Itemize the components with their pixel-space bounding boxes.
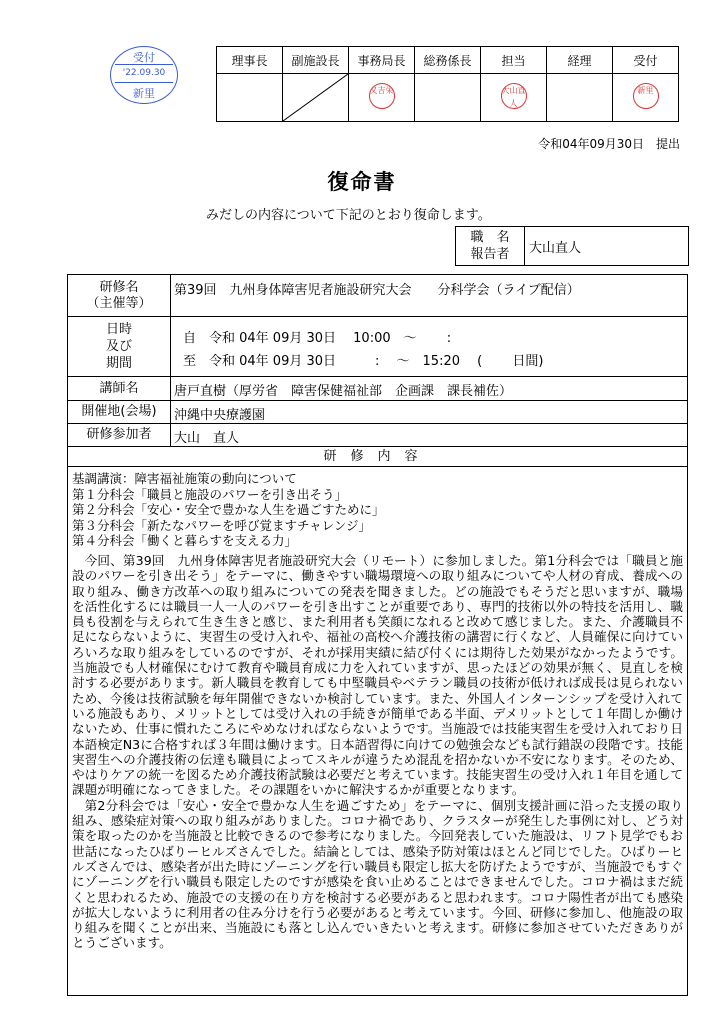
approval-cell-reception (613, 74, 679, 122)
approval-header-accounting: 経理 (547, 47, 613, 74)
stamp-label: 受付 (133, 51, 155, 64)
training-name-label: 研修名 （主催等） (68, 275, 171, 316)
reception-stamp (110, 46, 178, 104)
reporter-label-cell (456, 227, 525, 266)
approval-cell-accounting (547, 74, 613, 122)
datetime-label: 日時 及び 期間 (68, 317, 171, 376)
submitted-date: 令和04年09月30日 提出 (538, 137, 680, 151)
lecturer-row (68, 377, 687, 401)
topic-item: 第２分科会「安心・安全で豊かな人生を過ごすために」 (72, 502, 385, 517)
participant-row (68, 424, 687, 447)
strike-diagonal (283, 74, 348, 121)
approval-header-secretary-general: 事務局長 (349, 47, 415, 74)
venue-row (68, 401, 687, 424)
participant-label: 研修参加者 (68, 424, 171, 446)
reporter-label-reporter: 報告者 (470, 247, 510, 262)
topic-item: 第４分科会「働くと暮らすを支える力」 (72, 533, 298, 548)
approval-header-vice-director: 副施設長 (283, 47, 349, 74)
training-name-row (68, 275, 687, 317)
report-paragraph: 今回、第39回 九州身体障害児者施設研究大会（リモート）に参加しました。第1分科会では「職員と施設のパワーを引き出そう」をテーマに、働きやすい職場環境への取り組みについてや人材の育成、養成への取り組み、働き方改革への取り組みについての発表を聞きました。どの施設でもそうだと思いますが、職場を活性化するには職員一人一人のパワーを引き出すことが重要であり、専門的技術以外の特技を活用し、職員も役割を与えられて生き生きと感じ、また利用者も笑顔になれると改めて感じました。また、介護職員不足にならないように、実習生の受け入れや、福祉の高校へ介護技術の講習に行くなど、人員確保に向けていろいろな取り組みをしているのですが、それが採用実績に結び付くには期待した効果がなかったようです。当施設でも人材確保にむけて教育や職員育成に力を入れていますが、思ったほどの効果が無く、見直しを検討する必要があります。新人職員を教育しても中堅職員やベテラン職員の技術が低ければ成長は見られないため、今後は技術試験を毎年開催できないか検討しています。また、外国人インターンシップを受け入れている施設もあり、メリットとしては受け入れの手続きが簡単である半面、デメリットとして１年間しか働けないため、仕事に慣れたころにやめなければならないようです。当施設では技能実習生を受け入れており日本語検定N3に合格すれば３年間は働けます。日本語習得に向けての勉強会なども試行錯誤の段階です。技能実習生への介護技術の伝達も職員によってスキルが違うため混乱を招かないか不安になります。そのため、やはりケアの統一を図るため介護技術試験は必要だと考えています。技能実習生の受け入れ１年目を通して課題が明確になってきました。その課題をいかに解決するかが重要となります。 (72, 553, 684, 798)
training-name-value: 第39回 九州身体障害児者施設研究大会 分科学会（ライブ配信） (174, 283, 580, 298)
content-header: 研修内容 (323, 449, 432, 464)
stamp-date: '22.09.30 (122, 68, 166, 78)
seal-staff: 大山直人 (501, 83, 527, 109)
approval-cell-staff (481, 74, 547, 122)
topic-item: 第３分科会「新たなパワーを呼び覚ますチャレンジ」 (72, 517, 372, 533)
content-header-row (68, 447, 687, 467)
report-paragraph: 第2分科会では「安心・安全で豊かな人生を過ごすため」をテーマに、個別支援計画に沿った支援の取り組み、感染症対策への取り組みがありました。コロナ禍であり、クラスターが発生した事例に対し、どう対策を取ったのかを当施設と比較できるので参考になりました。今回発表していた施設は、リフト見学でもお世話になったひばりーヒルズさんでした。結論としては、感染予防対策はほとんど同じでした。ひばりーヒルズさんでは、感染者が出た時にゾーニングを行い職員も限定し拡大を防げたようですが、当施設でもすぐにゾーニングを行い職員も限定したのですが感染を食い止めることはできませんでした。コロナ禍はまだ続くと思われるため、施設での支援の在り方を検討する必要があると思われます。コロナ陽性者が出ても感染が拡大しないように利用者の住み分けを行う必要があると考えています。今回、研修に参加し、他施設の取り組みを聞くことが出来、当施設にも落とし込んでいきたいと考えます。研修に参加させていただきありがとうございます。 (72, 797, 683, 951)
report-form (67, 274, 688, 996)
lecturer-label: 講師名 (68, 377, 171, 400)
approval-header-general-affairs: 総務係長 (415, 47, 481, 74)
venue-label: 開催地(会場) (68, 401, 171, 423)
stamp-name: 新里 (133, 87, 155, 100)
lecturer-value: 唐戸直樹（厚労省 障害保健福祉部 企画課 課長補佐） (174, 384, 513, 399)
page-subtitle: みだしの内容について下記のとおり復命します。 (206, 208, 491, 223)
participant-value: 大山 直人 (174, 431, 240, 446)
datetime-row (68, 317, 687, 377)
report-body (72, 553, 683, 951)
approval-table (216, 46, 679, 122)
topic-item: 第１分科会「職員と施設のパワーを引き出そう」 (72, 486, 348, 502)
approval-header-reception: 受付 (613, 47, 679, 74)
reporter-table (455, 226, 689, 266)
topics-list (72, 471, 385, 549)
approval-cell-chairman (217, 74, 283, 122)
seal-secretary-general: 又吉栄 (369, 83, 395, 109)
approval-header-chairman: 理事長 (217, 47, 283, 74)
reporter-label-position: 職 名 (470, 230, 510, 245)
approval-cell-general-affairs (415, 74, 481, 122)
datetime-to: 至 令和 04年 09月 30日 : ～ 15:20 ( 日間) (183, 354, 544, 369)
approval-header-staff: 担当 (481, 47, 547, 74)
reporter-name: 大山直人 (525, 227, 689, 266)
approval-cell-secretary-general (349, 74, 415, 122)
topic-item: 基調講演：障害福祉施策の動向について (72, 471, 297, 486)
page-title: 復命書 (327, 170, 397, 194)
seal-reception: 新里 (633, 83, 659, 109)
datetime-from: 自 令和 04年 09月 30日 10:00 ～ : (183, 331, 452, 346)
venue-value: 沖縄中央療護園 (174, 408, 266, 423)
approval-cell-vice-director (283, 74, 349, 122)
